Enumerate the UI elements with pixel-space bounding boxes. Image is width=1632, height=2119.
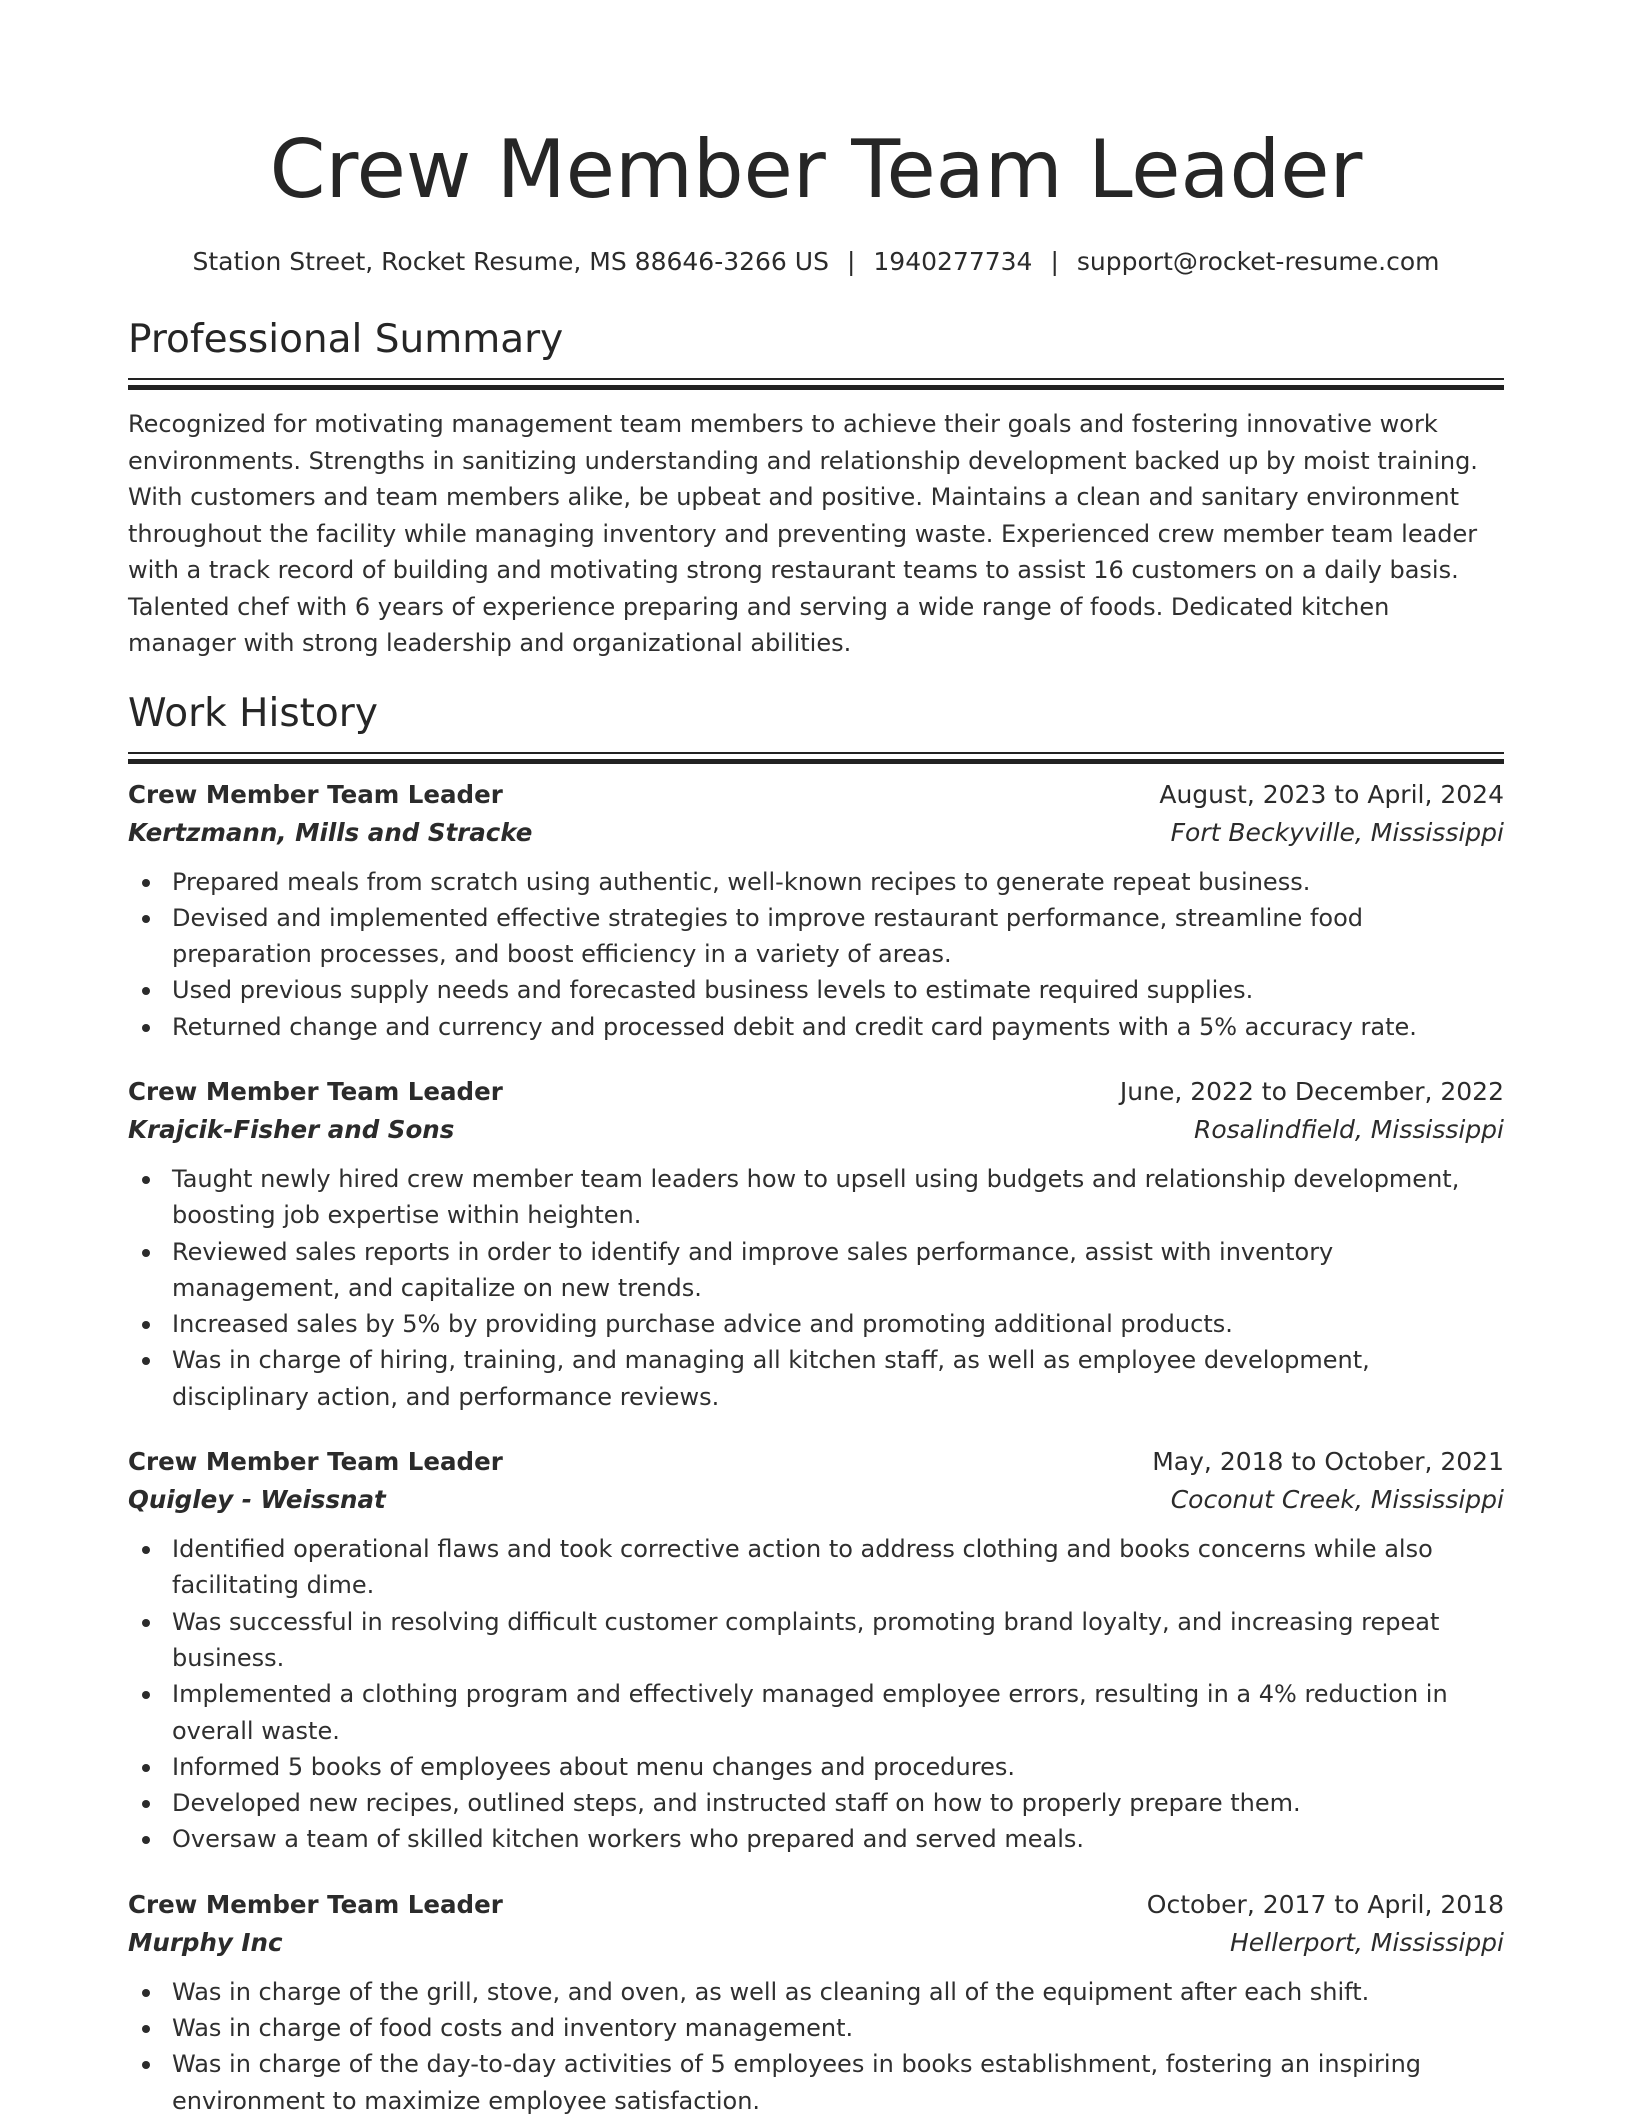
job-company-row bbox=[128, 1111, 1504, 1149]
bullet-dot-icon bbox=[142, 915, 150, 923]
job-bullet bbox=[128, 1785, 1504, 1821]
bullet-dot-icon bbox=[142, 1546, 150, 1554]
bullet-dot-icon bbox=[142, 1836, 150, 1844]
contact-separator: | bbox=[846, 247, 856, 276]
job-location: Fort Beckyville, Mississippi bbox=[1170, 817, 1504, 847]
job-bullet bbox=[128, 1161, 1504, 1234]
job-location: Coconut Creek, Mississippi bbox=[1170, 1485, 1504, 1515]
job-company-row bbox=[128, 1924, 1504, 1962]
job-bullet bbox=[128, 864, 1504, 900]
job-bullet-text: Oversaw a team of skilled kitchen workers who prepared and served meals. bbox=[172, 1825, 1084, 1854]
job-bullet bbox=[128, 1821, 1504, 1857]
job-list bbox=[128, 776, 1504, 2119]
job-company: Murphy Inc bbox=[128, 1927, 283, 1957]
job-dates: August, 2023 to April, 2024 bbox=[1159, 779, 1504, 809]
contact-separator: | bbox=[1050, 247, 1059, 276]
contact-phone: 1940277734 bbox=[873, 247, 1033, 276]
bullet-dot-icon bbox=[142, 987, 150, 995]
job-bullet-text: Informed 5 books of employees about menu changes and procedures. bbox=[172, 1752, 1015, 1781]
work-history-heading: Work History bbox=[128, 690, 378, 736]
section-divider bbox=[128, 378, 1504, 388]
job-bullet bbox=[128, 1531, 1504, 1604]
job-header-row bbox=[128, 1443, 1504, 1481]
job-bullet-list bbox=[128, 1531, 1504, 1858]
job-company: Kertzmann, Mills and Stracke bbox=[128, 817, 533, 847]
job-bullet-text: Was in charge of the grill, stove, and oven, as well as cleaning all of the equipment after each shift. bbox=[172, 1977, 1370, 2006]
job-location: Rosalindfield, Mississippi bbox=[1193, 1114, 1504, 1144]
job-company-row bbox=[128, 1481, 1504, 1519]
summary-section bbox=[128, 316, 1504, 662]
job-bullet-text: Was in charge of the day-to-day activities of 5 employees in books establishment, fostering an inspiring environment to maximize employee satisfaction. bbox=[172, 2050, 1422, 2115]
job-bullet-text: Returned change and currency and processed debit and credit card payments with a 5% accuracy rate. bbox=[172, 1012, 1417, 1041]
bullet-dot-icon bbox=[142, 2061, 150, 2069]
job-bullet-list bbox=[128, 1974, 1504, 2119]
job-company: Krajcik-Fisher and Sons bbox=[128, 1114, 455, 1144]
bullet-dot-icon bbox=[142, 1800, 150, 1808]
bullet-dot-icon bbox=[142, 1176, 150, 1184]
job-bullet bbox=[128, 1342, 1504, 1415]
job-company: Quigley - Weissnat bbox=[128, 1485, 386, 1515]
job-bullet-list bbox=[128, 1161, 1504, 1415]
bullet-dot-icon bbox=[142, 1024, 150, 1032]
job-entry bbox=[128, 1443, 1504, 1858]
job-title: Crew Member Team Leader bbox=[128, 1889, 503, 1919]
job-bullet-text: Taught newly hired crew member team leaders how to upsell using budgets and relationship development, boosting job expertise within heighten. bbox=[172, 1164, 1460, 1230]
job-bullet-list bbox=[128, 864, 1504, 1045]
job-bullet bbox=[128, 2046, 1504, 2119]
job-bullet-text: Increased sales by 5% by providing purchase advice and promoting additional products. bbox=[172, 1310, 1233, 1339]
resume-title: Crew Member Team Leader bbox=[269, 123, 1363, 216]
job-bullet bbox=[128, 900, 1504, 973]
summary-heading: Professional Summary bbox=[128, 317, 564, 362]
bullet-dot-icon bbox=[142, 1357, 150, 1365]
job-entry bbox=[128, 1886, 1504, 2119]
section-divider bbox=[128, 752, 1504, 762]
job-entry bbox=[128, 776, 1504, 1045]
job-bullet-text: Was in charge of food costs and inventory management. bbox=[172, 2014, 854, 2043]
job-bullet-text: Identified operational flaws and took corrective action to address clothing and books concerns while also facilitating dime. bbox=[172, 1535, 1433, 1600]
job-bullet bbox=[128, 1604, 1504, 1677]
job-header-row bbox=[128, 1073, 1504, 1111]
job-bullet bbox=[128, 1974, 1504, 2010]
bullet-dot-icon bbox=[142, 2025, 150, 2033]
bullet-dot-icon bbox=[142, 1691, 150, 1699]
job-bullet bbox=[128, 1306, 1504, 1342]
job-bullet bbox=[128, 2010, 1504, 2046]
job-location: Hellerport, Mississippi bbox=[1229, 1927, 1504, 1957]
job-title: Crew Member Team Leader bbox=[128, 1076, 503, 1106]
job-title: Crew Member Team Leader bbox=[128, 779, 503, 809]
job-bullet-text: Developed new recipes, outlined steps, and instructed staff on how to properly prepare them. bbox=[172, 1789, 1301, 1818]
bullet-dot-icon bbox=[142, 1989, 150, 1997]
work-history-section bbox=[128, 690, 1504, 2119]
job-bullet-text: Was in charge of hiring, training, and managing all kitchen staff, as well as employee development, disciplinary action, and performance reviews. bbox=[172, 1346, 1370, 1411]
job-dates: May, 2018 to October, 2021 bbox=[1152, 1447, 1504, 1477]
contact-address: Station Street, Rocket Resume, MS 88646-3266 US bbox=[192, 247, 829, 276]
bullet-dot-icon bbox=[142, 1249, 150, 1257]
job-company-row bbox=[128, 814, 1504, 852]
job-bullet bbox=[128, 1234, 1504, 1307]
job-bullet-text: Used previous supply needs and forecasted business levels to estimate required supplies. bbox=[172, 976, 1254, 1005]
contact-line bbox=[128, 246, 1504, 278]
job-bullet bbox=[128, 1676, 1504, 1749]
contact-email: support@rocket-resume.com bbox=[1076, 247, 1440, 276]
job-bullet bbox=[128, 972, 1504, 1008]
job-bullet-text: Devised and implemented effective strategies to improve restaurant performance, streamline food preparation processes, and boost efficiency in a variety of areas. bbox=[172, 903, 1363, 969]
job-header-row bbox=[128, 776, 1504, 814]
job-bullet-text: Reviewed sales reports in order to identify and improve sales performance, assist with inventory management, and capitalize on new trends. bbox=[172, 1237, 1334, 1302]
job-dates: June, 2022 to December, 2022 bbox=[1119, 1076, 1504, 1106]
summary-text: Recognized for motivating management team members to achieve their goals and fostering innovative work environments. Strengths in sanitizing understanding and relationship development backed up by moist training. With customers and team members alike, be upbeat and positive. Maintains a clean and sanitary environment throughout the facility while managing inventory and preventing waste. Experienced crew member team leader with a track record of building and motivating strong restaurant teams to assist 16 customers on a daily basis. Talented chef with 6 years of experience preparing and serving a wide range of foods. Dedicated kitchen manager with strong leadership and organizational abilities. bbox=[128, 410, 1478, 657]
bullet-dot-icon bbox=[142, 1619, 150, 1627]
bullet-dot-icon bbox=[142, 879, 150, 887]
bullet-dot-icon bbox=[142, 1321, 150, 1329]
job-bullet-text: Prepared meals from scratch using authentic, well-known recipes to generate repeat business. bbox=[172, 867, 1311, 896]
job-header-row bbox=[128, 1886, 1504, 1924]
job-bullet-text: Was successful in resolving difficult customer complaints, promoting brand loyalty, and increasing repeat business. bbox=[172, 1607, 1440, 1672]
job-entry bbox=[128, 1073, 1504, 1415]
job-bullet bbox=[128, 1009, 1504, 1045]
bullet-dot-icon bbox=[142, 1764, 150, 1772]
job-dates: October, 2017 to April, 2018 bbox=[1146, 1889, 1504, 1919]
job-title: Crew Member Team Leader bbox=[128, 1447, 503, 1477]
job-bullet-text: Implemented a clothing program and effectively managed employee errors, resulting in a 4% reduction in overall waste. bbox=[172, 1680, 1448, 1745]
job-bullet bbox=[128, 1749, 1504, 1785]
